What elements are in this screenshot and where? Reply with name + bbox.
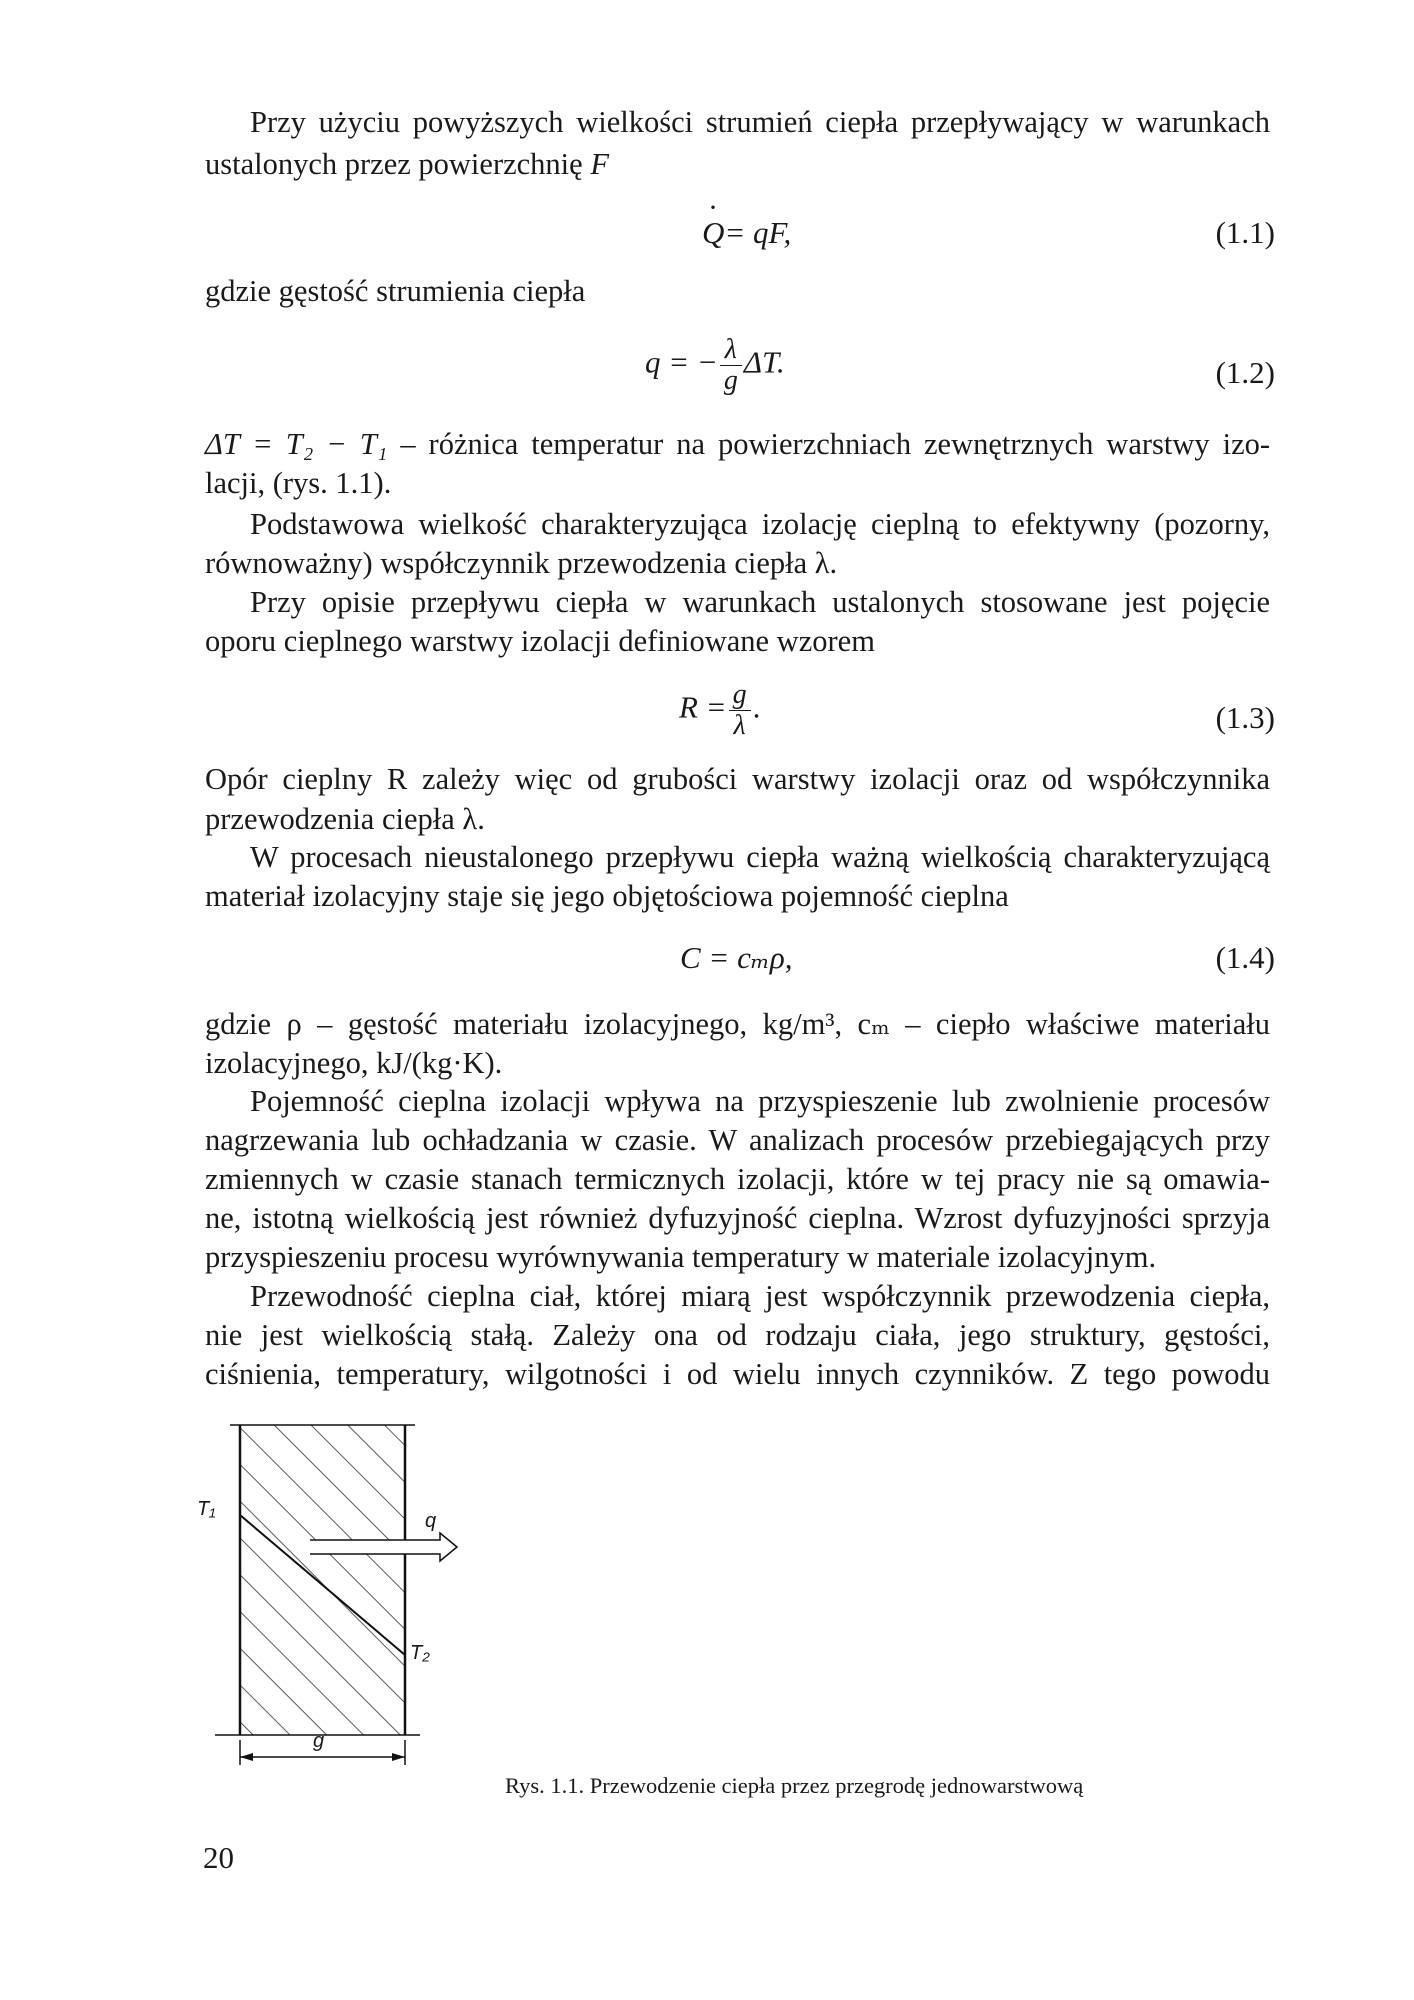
body-line: lacji, (rys. 1.1). xyxy=(205,466,392,500)
body-line: oporu cieplnego warstwy izolacji definiowane wzorem xyxy=(205,624,875,658)
body-line: Przy opisie przepływu ciepła w warunkach ustalonych stosowane jest pojęcie xyxy=(250,585,1270,619)
equation-1-1: · Q= qF, xyxy=(702,215,791,251)
label-g: g xyxy=(313,1730,325,1752)
body-line: W procesach nieustalonego przepływu ciepła ważną wielkością charakteryzującą xyxy=(250,840,1270,874)
label-q: q xyxy=(425,1510,437,1532)
body-line: ΔT = T₂ − T₁ – różnica temperatur na powierzchniach zewnętrznych warstwy izo- xyxy=(205,427,1271,461)
body-line: ciśnienia, temperatury, wilgotności i od wielu innych czynników. Z tego powodu xyxy=(205,1357,1270,1391)
equation-1-3: R = $\frac{g}{\lambda}$ . xyxy=(679,679,761,741)
label-T2: T₂ xyxy=(410,1642,430,1664)
page-number: 20 xyxy=(203,1840,234,1875)
body-line: materiał izolacyjny staje się jego objętościowa pojemność cieplna xyxy=(205,879,1009,913)
equation-1-2: q = − $\frac{\lambda}{g}$ ΔT. xyxy=(645,334,785,396)
wall-diagram xyxy=(195,1420,475,1800)
dimension-arrow-icon xyxy=(392,1753,405,1761)
body-line: ustalonych przez powierzchnię F xyxy=(205,147,609,181)
dimension-arrow-icon xyxy=(240,1753,253,1761)
equation-number: (1.1) xyxy=(1215,215,1275,250)
equation-number: (1.2) xyxy=(1215,355,1275,390)
body-line: równoważny) współczynnik przewodzenia ciepła λ. xyxy=(205,546,838,580)
body-line: ne, istotną wielkością jest również dyfuzyjność cieplna. Wzrost dyfuzyjności sprzyja xyxy=(205,1201,1270,1235)
body-line: nagrzewania lub ochładzania w czasie. W analizach procesów przebiegających przy xyxy=(205,1123,1270,1157)
label-T1: T₁ xyxy=(197,1498,216,1520)
body-line: gdzie ρ – gęstość materiału izolacyjnego, kg/m³, cₘ – ciepło właściwe materiału xyxy=(205,1007,1270,1041)
body-line: Podstawowa wielkość charakteryzująca izolację cieplną to efektywny (pozorny, xyxy=(250,507,1270,541)
equation-number: (1.3) xyxy=(1215,700,1275,735)
body-line: Pojemność cieplna izolacji wpływa na przyspieszenie lub zwolnienie procesów xyxy=(250,1084,1270,1118)
body-line: Opór cieplny R zależy więc od grubości warstwy izolacji oraz od współczynnika xyxy=(205,762,1270,796)
figure-caption: Rys. 1.1. Przewodzenie ciepła przez przegrodę jednowarstwową xyxy=(505,1773,1084,1798)
body-line: przewodzenia ciepła λ. xyxy=(205,802,485,836)
equation-number: (1.4) xyxy=(1215,940,1275,975)
body-line: Przewodność cieplna ciał, której miarą jest współczynnik przewodzenia ciepła, xyxy=(250,1279,1270,1313)
body-line: Przy użyciu powyższych wielkości strumień ciepła przepływający w warunkach xyxy=(250,105,1270,139)
body-line: gdzie gęstość strumienia ciepła xyxy=(205,274,586,308)
body-line: przyspieszeniu procesu wyrównywania temperatury w materiale izolacyjnym. xyxy=(205,1240,1157,1274)
body-line: izolacyjnego, kJ/(kg·K). xyxy=(205,1046,503,1080)
body-line: nie jest wielkością stałą. Zależy ona od rodzaju ciała, jego struktury, gęstości, xyxy=(205,1318,1270,1352)
body-line: zmiennych w czasie stanach termicznych izolacji, które w tej pracy nie są omawia- xyxy=(205,1162,1270,1196)
figure-wall-conduction xyxy=(195,1420,475,1800)
wall-hatch xyxy=(240,1425,405,1735)
equation-1-4: C = cₘρ, xyxy=(680,940,793,975)
